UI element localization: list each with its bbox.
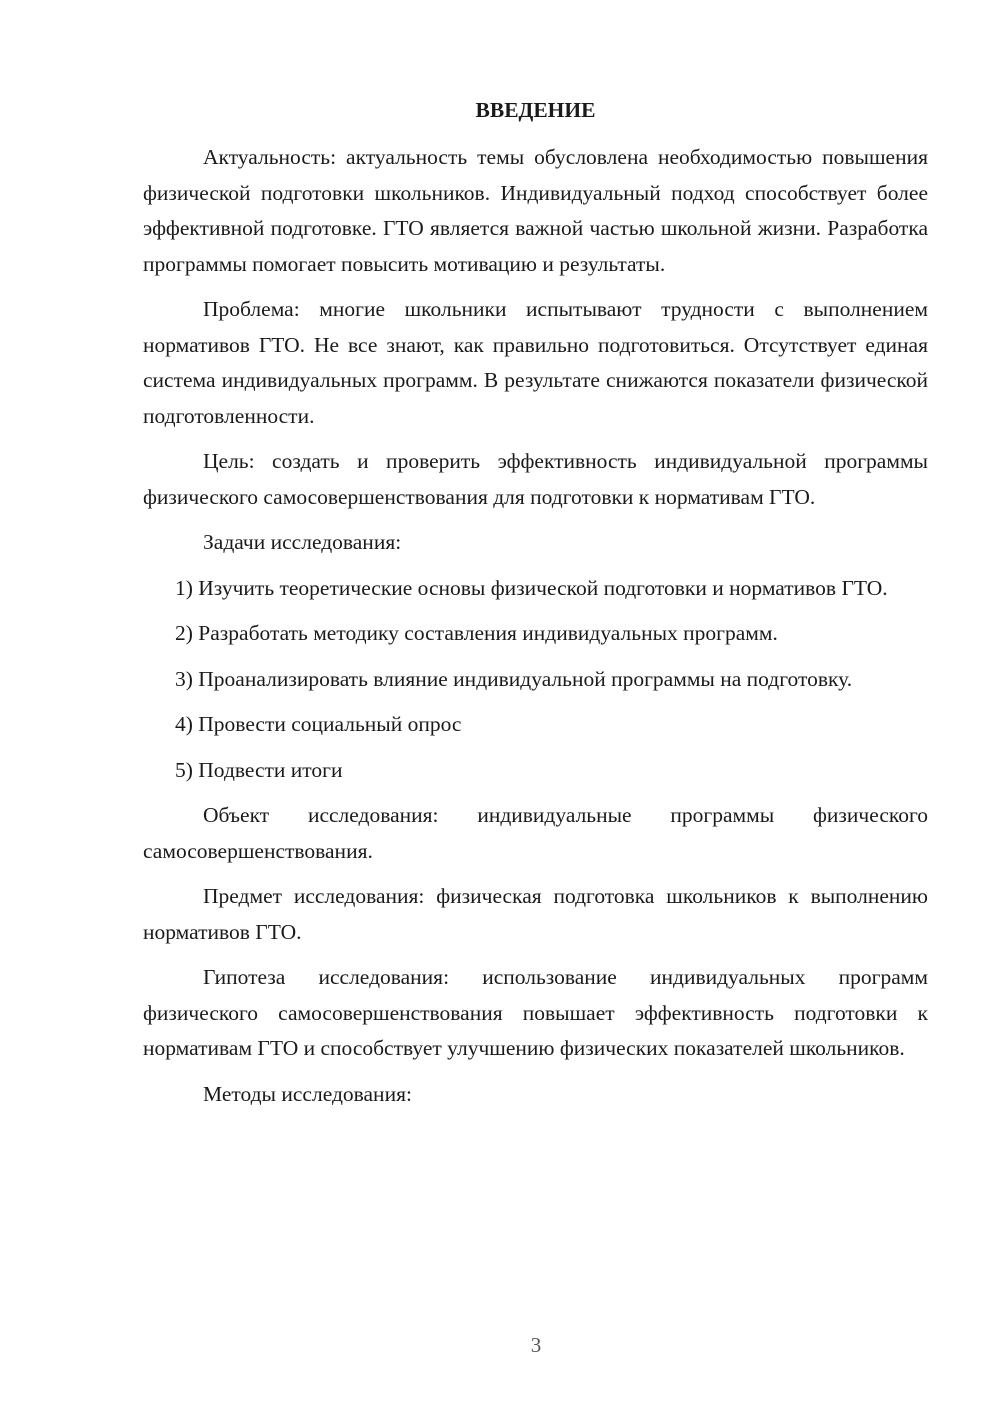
paragraph-subject: Предмет исследования: физическая подготовка школьников к выполнению нормативов ГТО.: [143, 884, 928, 944]
document-page: [143, 94, 928, 1122]
paragraph-goal: Цель: создать и проверить эффективность индивидуальной программы физического самосовершенствования для подготовки к нормативам ГТО.: [143, 449, 928, 509]
paragraph-relevance: Актуальность: актуальность темы обусловлена необходимостью повышения физической подготовки школьников. Индивидуальный подход способствует более эффективной подготовке. ГТО является важной частью школьной жизни. Разработка программы помогает повысить мотивацию и результаты.: [143, 145, 928, 276]
tasks-heading: Задачи исследования:: [203, 530, 402, 554]
page-number: 3: [530, 1333, 542, 1357]
task-item-2: 2) Разработать методику составления индивидуальных программ.: [175, 621, 778, 645]
paragraph-problem: Проблема: многие школьники испытывают трудности с выполнением нормативов ГТО. Не все знают, как правильно подготовиться. Отсутствует единая система индивидуальных программ. В результате снижаются показатели физической подготовленности.: [143, 297, 928, 428]
paragraph-object: Объект исследования: индивидуальные программы физического самосовершенствования.: [143, 803, 928, 863]
task-item-5: 5) Подвести итоги: [175, 757, 343, 782]
section-title: ВВЕДЕНИЕ: [475, 98, 596, 122]
task-item-3: 3) Проанализировать влияние индивидуальной программы на подготовку.: [175, 666, 853, 691]
task-item-1: 1) Изучить теоретические основы физической подготовки и нормативов ГТО.: [175, 575, 888, 600]
methods-heading: Методы исследования:: [203, 1081, 412, 1106]
task-item-4: 4) Провести социальный опрос: [175, 712, 462, 736]
paragraph-hypothesis: Гипотеза исследования: использование индивидуальных программ физического самосовершенствования повышает эффективность подготовки к нормативам ГТО и способствует улучшению физических показателей школьников.: [143, 965, 928, 1060]
